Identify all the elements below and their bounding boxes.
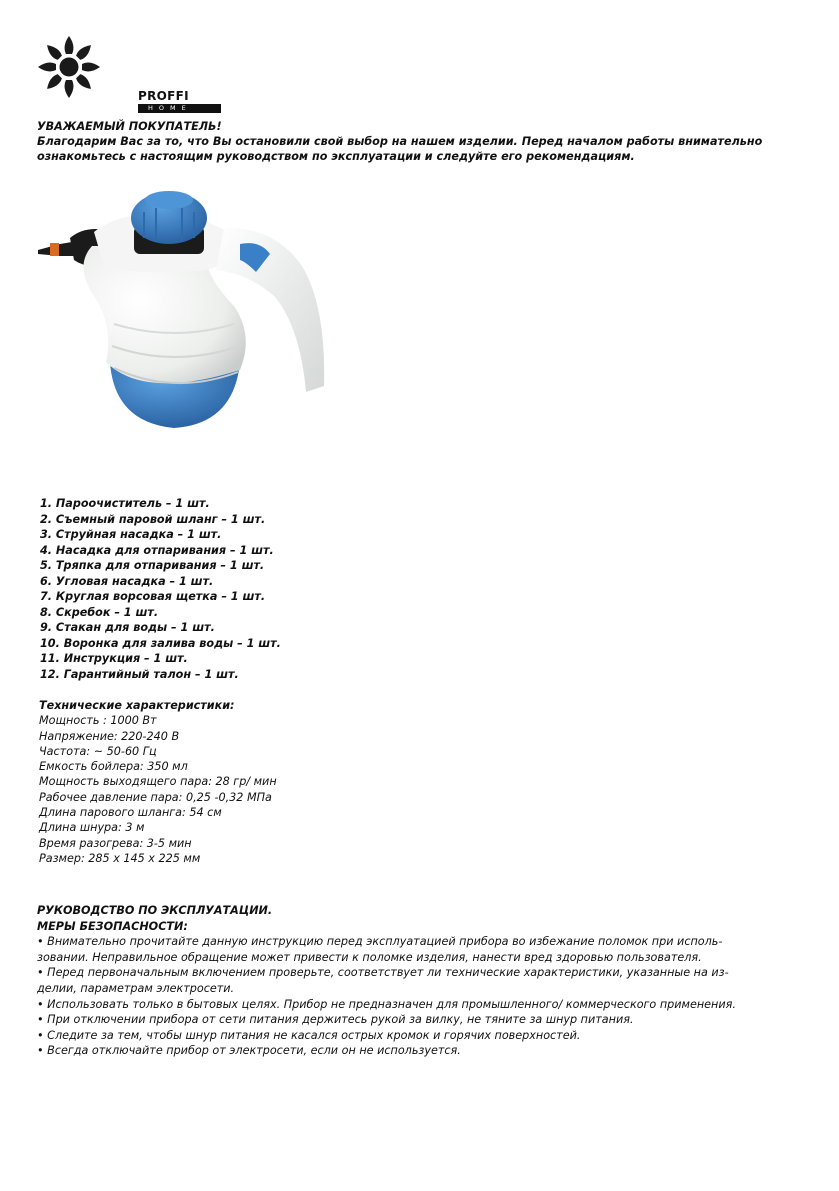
logo-petal (65, 36, 74, 54)
steam-cleaner-illustration (34, 186, 334, 436)
safety-line: • Следите за тем, чтобы шнур питания не касался острых кромок и горячих поверхностей. (37, 1028, 581, 1042)
sun-flower-icon (36, 34, 102, 100)
spec-row: Рабочее давление пара: 0,25 -0,32 МПа (39, 790, 272, 804)
list-item: 8. Скребок – 1 шт. (40, 605, 159, 619)
list-item: 4. Насадка для отпаривания – 1 шт. (40, 543, 274, 557)
logo-petal (44, 73, 63, 92)
list-item: 2. Съемный паровой шланг – 1 шт. (40, 512, 266, 526)
list-item: 11. Инструкция – 1 шт. (40, 652, 188, 666)
package-contents-list (40, 496, 281, 683)
logo-petal (44, 42, 63, 61)
technical-specs (39, 698, 277, 866)
brand-logo (36, 34, 192, 112)
safety-line: • Внимательно прочитайте данную инструкцию перед эксплуатацией прибора во избежание поломок при исполь- (37, 935, 723, 949)
logo-petal (38, 63, 56, 72)
list-item: 3. Струйная насадка – 1 шт. (40, 528, 222, 542)
list-item: 12. Гарантийный талон – 1 шт. (40, 668, 239, 682)
safety-line: • Использовать только в бытовых целях. Прибор не предназначен для промышленного/ коммерческого применения. (37, 997, 736, 1011)
logo-petal (75, 73, 94, 92)
list-item: 7. Круглая ворсовая щетка – 1 шт. (40, 590, 266, 604)
list-item: 1. Пароочиститель – 1 шт. (40, 497, 210, 510)
safety-line: • При отключении прибора от сети питания держитесь рукой за вилку, не тяните за шнур питания. (37, 1013, 634, 1027)
list-item: 9. Стакан для воды – 1 шт. (40, 621, 215, 635)
safety-line: делии, параметрам электросети. (37, 981, 235, 995)
specs-title: Технические характеристики: (39, 699, 235, 712)
spec-row: Частота: ~ 50-60 Гц (39, 744, 157, 758)
spec-row: Размер: 285 х 145 х 225 мм (39, 851, 201, 865)
intro-block (37, 119, 817, 164)
safety-line: зовании. Неправильное обращение может привести к поломке изделия, нанести вред здоровью пользователя. (37, 950, 702, 964)
spec-row: Мощность : 1000 Вт (39, 714, 157, 728)
manual-title: РУКОВОДСТВО ПО ЭКСПЛУАТАЦИИ. (37, 904, 273, 917)
intro-line-2: ознакомьтесь с настоящим руководством по эксплуатации и следуйте его рекомендациям. (37, 150, 635, 163)
logo-petal (75, 42, 94, 61)
list-item: 10. Воронка для залива воды – 1 шт. (40, 636, 281, 650)
safety-line: • Перед первоначальным включением проверьте, соответствует ли технические характеристики, указанные на из- (37, 966, 729, 980)
greeting: УВАЖАЕМЫЙ ПОКУПАТЕЛЬ! (37, 120, 222, 133)
list-item: 5. Тряпка для отпаривания – 1 шт. (40, 559, 265, 573)
spec-row: Длина парового шланга: 54 см (39, 806, 222, 820)
spec-row: Мощность выходящего пара: 28 гр/ мин (39, 775, 277, 789)
spec-row: Время разогрева: 3-5 мин (39, 836, 192, 850)
brand-name: PROFFI (138, 89, 189, 103)
safety-line: • Всегда отключайте прибор от электросети, если он не используется. (37, 1044, 461, 1058)
spec-row: Длина шнура: 3 м (39, 821, 145, 835)
logo-petal (82, 63, 100, 72)
list-item: 6. Угловая насадка – 1 шт. (40, 574, 214, 588)
brand-subtitle: HOME (138, 104, 221, 113)
intro-line-1: Благодарим Вас за то, что Вы остановили свой выбор на нашем изделии. Перед началом работы внимательно (37, 135, 763, 148)
spec-row: Емкость бойлера: 350 мл (39, 760, 188, 774)
safety-section (37, 903, 827, 1059)
safety-subtitle: МЕРЫ БЕЗОПАСНОСТИ: (37, 919, 188, 933)
spec-row: Напряжение: 220-240 В (39, 729, 180, 743)
product-image (34, 186, 334, 440)
logo-petal (65, 80, 74, 98)
